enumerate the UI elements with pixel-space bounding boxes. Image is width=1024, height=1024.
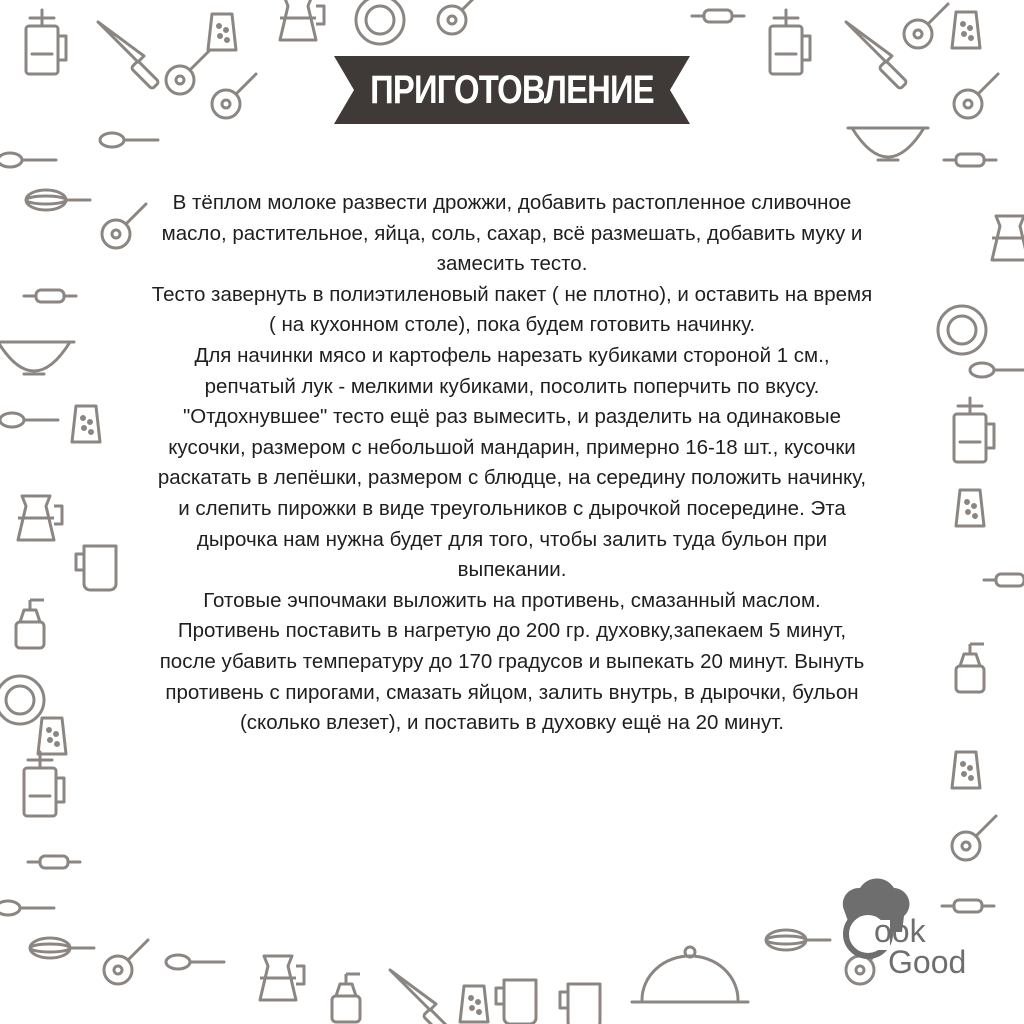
paragraph: "Отдохнувшее" тесто ещё раз вымесить, и разделить на одинаковые кусочки, размером с небольшой мандарин, примерно 16-18 шт., кусочки раскатать в лепёшки, размером с блюдце, на середину положить начинку, и слепить пирожки в виде треугольников с дырочкой посередине. Эта дырочка нам нужна будет для того, чтобы залить туда бульон при выпекании. (157, 405, 867, 582)
logo-word-cook: ook (874, 913, 926, 949)
title-banner (334, 56, 690, 124)
paragraph: Готовые эчпочмаки выложить на противень, смазанный маслом. (203, 588, 821, 612)
paragraph: В тёплом молоке развести дрожжи, добавить растопленное сливочное масло, растительное, яйца, соль, сахар, всё размешать, добавить муку и замесить тесто. (161, 191, 863, 276)
recipe-instructions (150, 188, 874, 739)
paragraph: Противень поставить в нагретую до 200 гр. духовку,запекаем 5 минут, после убавить температуру до 170 градусов и выпекать 20 минут. Вынуть противень с пирогами, смазать яйцом, залить внутрь, в дырочки, бульон (сколько влезет), и поставить в духовку ещё на 20 минут. (159, 619, 865, 735)
paragraph: Тесто завернуть в полиэтиленовый пакет ( не плотно), и оставить на время ( на кухонном столе), пока будем готовить начинку. (151, 282, 873, 337)
cookgood-logo (836, 870, 986, 980)
paragraph: Для начинки мясо и картофель нарезать кубиками стороной 1 см., репчатый лук - мелкими кубиками, посолить поперчить по вкусу. (194, 343, 830, 398)
logo-word-good: Good (888, 944, 967, 980)
page-title: ПРИГОТОВЛЕНИЕ (370, 68, 654, 112)
